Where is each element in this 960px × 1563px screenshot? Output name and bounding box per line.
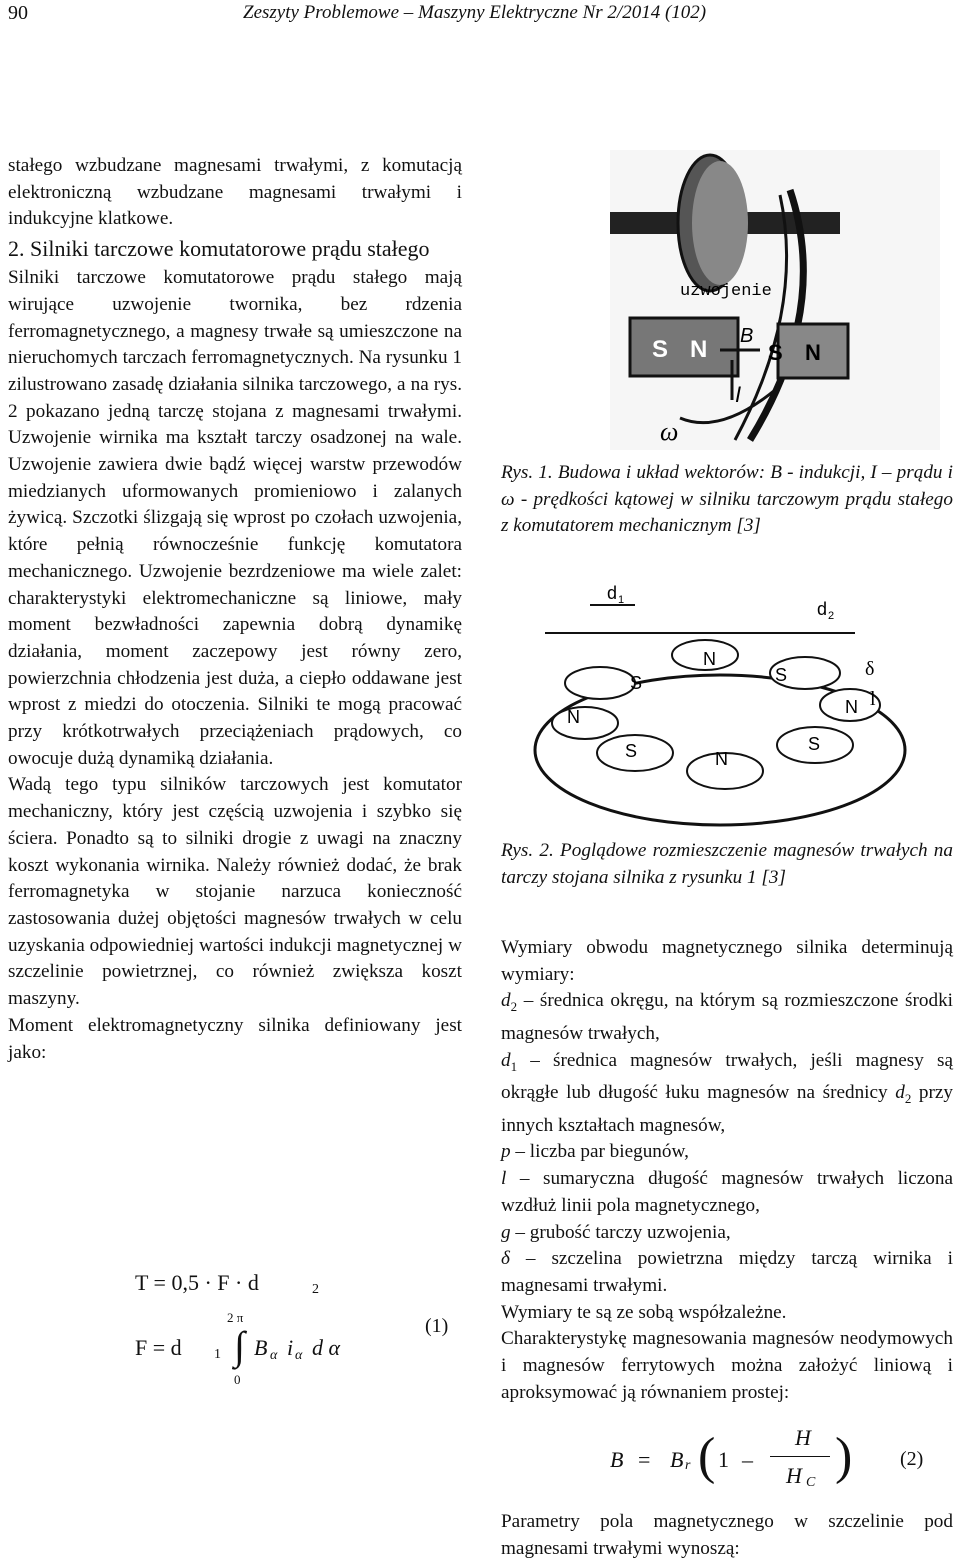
label-N: N — [567, 707, 580, 727]
definition-l — [501, 1166, 953, 1219]
left-column — [8, 153, 462, 1066]
intro-paragraph: stałego wzbudzane magnesami trwałymi, z komutacją elektroniczną wzbudzane magnesami trwałymi i indukcyjne klatkowe. — [8, 155, 462, 230]
definition-g — [501, 1220, 953, 1247]
definition-p — [501, 1139, 953, 1166]
label-N: N — [715, 749, 728, 769]
definition-text: – sumaryczna długość magnesów trwałych liczona wzdłuż linii pola magnetycznego, — [501, 1168, 953, 1216]
magnet-S1 — [565, 667, 635, 699]
label-d2: d — [817, 599, 828, 619]
eq1-line2-sub: 1 — [214, 1347, 221, 1362]
integral-sign: ∫ — [234, 1323, 245, 1368]
symbol: d — [895, 1082, 905, 1104]
magnet-left — [630, 318, 738, 376]
equation-1 — [135, 1270, 465, 1390]
symbol: d — [501, 990, 511, 1012]
figure-1 — [600, 150, 950, 450]
eq1-B: B — [254, 1335, 268, 1360]
symbol: g — [501, 1221, 511, 1243]
label-d1: d — [607, 585, 618, 603]
definition-text: przy innych kształtach magnesów, — [501, 1082, 954, 1136]
eq2-minus: – — [742, 1447, 753, 1472]
label-S: S — [808, 734, 821, 754]
subscript: 2 — [904, 1091, 912, 1106]
label-S: S — [630, 673, 643, 693]
eq2-Br: B — [670, 1447, 684, 1472]
equation-1-number: (1) — [425, 1315, 449, 1337]
eq2-B: B — [610, 1447, 624, 1472]
eq2-HC: H — [786, 1463, 802, 1488]
label-B: B — [740, 325, 754, 347]
magnet-right-N: N — [805, 340, 821, 365]
label-I: I — [735, 382, 742, 407]
eq1-line1-sub: 2 — [312, 1282, 319, 1297]
paragraph: Wymiary obwodu magnetycznego silnika determinują wymiary: — [501, 937, 953, 985]
equation-2 — [610, 1425, 890, 1495]
eq1-i: i — [287, 1335, 294, 1360]
eq2-H: H — [795, 1425, 811, 1450]
label-d2-sub: 2 — [828, 610, 835, 622]
label-omega: ω — [660, 417, 679, 446]
eq1-upper-limit: 2 π — [227, 1310, 244, 1325]
closing-paragraph: Parametry pola magnetycznego w szczelinie pod magnesami trwałymi wynoszą: — [501, 1511, 953, 1559]
paragraph: Moment elektromagnetyczny silnika definiowany jest jako: — [8, 1014, 462, 1063]
magnet-right-S: S — [768, 340, 783, 365]
eq1-lower-limit: 0 — [234, 1372, 241, 1387]
definition-text: – szczelina powietrzna między tarczą wirnika i magnesami trwałymi. — [501, 1248, 953, 1296]
definition-delta — [501, 1246, 953, 1299]
label-d1-sub: 1 — [618, 594, 625, 606]
right-column — [501, 935, 953, 1406]
label-l: l — [870, 688, 876, 710]
magnet-left-S: S — [652, 336, 669, 363]
eq1-line2: F = d — [135, 1335, 182, 1360]
equation-2-number: (2) — [900, 1448, 924, 1470]
paragraph: Wadą tego typu silników tarczowych jest komutator mechaniczny, który jest częścią uzwojenia i szybko się ściera. Ponadto są to silniki drogie z uwagi na znaczny koszt wykonania wirnika. Należy również dodać, że brak ferromagnetyka w stojanie narzuca konieczność zastosowania dużej objętości magnesów trwałych w celu uzyskania odpowiedniej wartości indukcji magnetycznej w szczelinie powietrznej, co również zwiększa koszt maszyny. — [8, 774, 462, 1010]
right-paren: ) — [835, 1428, 853, 1485]
definition-text: – średnica magnesów trwałych, jeśli magnesy są okrągłe lub długość łuku magnesów na średnicy — [501, 1049, 953, 1104]
subscript: 1 — [510, 1058, 518, 1074]
fig1-border — [610, 150, 940, 450]
label-uzwojenie: uzwojenie — [680, 282, 772, 301]
label-delta: δ — [865, 658, 875, 680]
symbol: d — [501, 1049, 511, 1071]
eq2-C-sub: C — [806, 1475, 816, 1490]
magnet-left-N: N — [690, 336, 708, 363]
page-number: 90 — [8, 2, 28, 24]
symbol: δ — [501, 1248, 510, 1270]
eq1-dalpha: d α — [312, 1335, 341, 1360]
label-S: S — [625, 741, 638, 761]
definition-d1 — [501, 1048, 953, 1140]
symbol: l — [501, 1168, 507, 1190]
label-N: N — [845, 697, 858, 717]
figure-2-caption: Rys. 2. Poglądowe rozmieszczenie magnesów trwałych na tarczy stojana silnika z rysunku 1 [3] — [501, 840, 953, 888]
definition-text: – średnica okręgu, na którym są rozmieszczone środki magnesów trwałych, — [501, 990, 953, 1044]
eq2-equals: = — [638, 1447, 651, 1472]
eq1-alpha-sub: α — [270, 1348, 278, 1363]
fraction-bar — [770, 1456, 830, 1457]
eq1-alpha-sub: α — [295, 1348, 303, 1363]
disc-rim — [692, 161, 748, 285]
eq2-r-sub: r — [685, 1458, 691, 1473]
paragraph: Wymiary te są ze sobą współzależne. — [501, 1301, 787, 1323]
eq2-one: 1 — [718, 1447, 729, 1472]
label-N: N — [703, 649, 716, 669]
journal-header: Zeszyty Problemowe – Maszyny Elektryczne Nr 2/2014 (102) — [243, 2, 707, 23]
definition-text: – grubość tarczy uzwojenia, — [510, 1221, 731, 1243]
figure-1-caption: Rys. 1. Budowa i układ wektorów: B - indukcji, I – prądu i ω - prędkości kątowej w silniku tarczowym prądu stałego z komutatorem mechanicznym [3] — [501, 462, 953, 537]
symbol: p — [501, 1141, 511, 1163]
subscript: 2 — [510, 999, 518, 1015]
paragraph: Charakterystykę magnesowania magnesów neodymowych i magnesów ferrytowych można założyć liniową i aproksymować ją równaniem prostej: — [501, 1328, 953, 1403]
paragraph: Silniki tarczowe komutatorowe prądu stałego mają wirujące uzwojenie twornika, bez rdzenia ferromagnetycznego, a magnesy trwałe są umieszczone na nieruchomych tarczach ferromagnetycznych. Na rysunku 1 zilustrowano zasadę działania silnika tarczowego, a na rys. 2 pokazano jedną tarczę stojana z magnesami trwałymi. Uzwojenie wirnika ma kształt tarczy osadzonej na wale. Uzwojenie zawiera dwie bądź więcej warstw przewodów miedzianych uformowanych promieniowo i zalanych żywicą. Szczotki ślizgają się wprost po czołach uzwojenia, które pełnią równocześnie funkcję komutatora mechanicznego. Uzwojenie bezrdzeniowe ma wiele zalet: charakterystyki elektromechaniczne są liniowe, mały moment bezwładności zapewnia dobrą dynamikę działania, moment zaczepowy jest równy zero, powierzchnia chłodzenia jest duża, a ciepło oddawane jest wprost z miedzi do otoczenia. Silniki te mogą pracować przy krótkotrwałych przeciążeniach prądowych, co owocuje dużą dynamiką działania. — [8, 267, 462, 769]
magnet-N3 — [552, 707, 618, 739]
left-paren: ( — [698, 1428, 716, 1485]
figure-2 — [525, 585, 930, 830]
label-S: S — [775, 665, 788, 685]
definition-d2 — [501, 988, 953, 1047]
eq1-line1: T = 0,5 · F · d — [135, 1270, 259, 1295]
section-heading: 2. Silniki tarczowe komutatorowe prądu stałego — [8, 236, 430, 262]
definition-text: – liczba par biegunów, — [510, 1141, 689, 1163]
